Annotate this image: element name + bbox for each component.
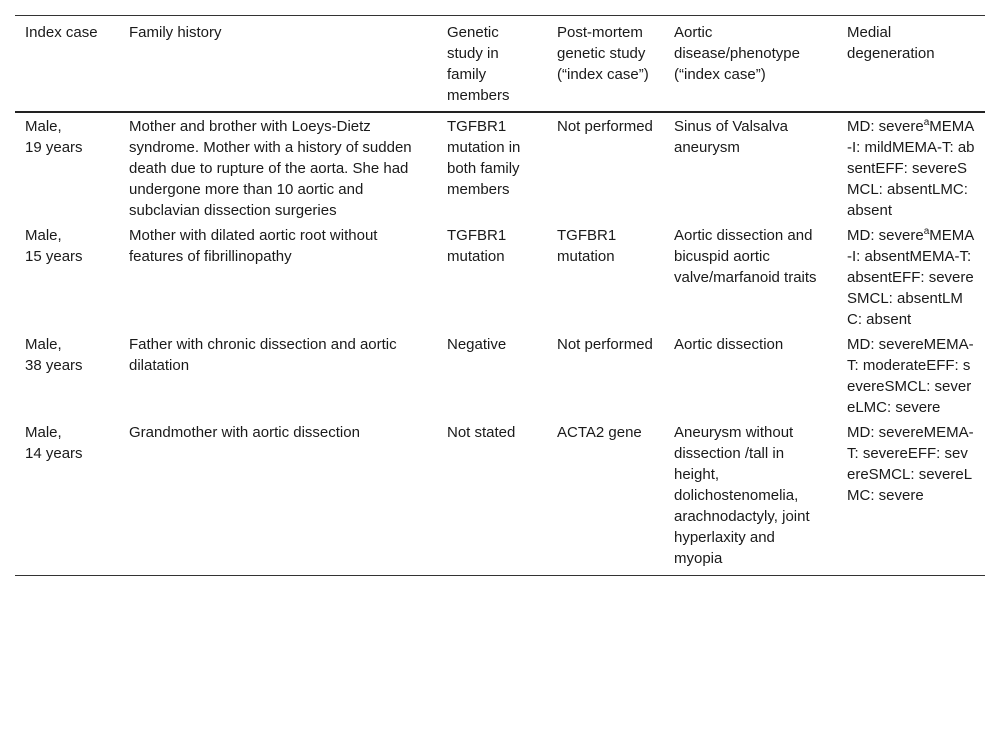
md-text: MD: severeMEMA-T: moderateEFF: severeSMCL: severeLMC: severe [847,336,974,416]
medial-degeneration-cell [837,419,985,576]
md-text-cont: MEMA-I: mildMEMA-T: absentEFF: severeSMCL: absentLMC: absent [847,118,975,219]
family-history-cell: Mother and brother with Loeys-Dietz syndrome. Mother with a history of sudden death due to rupture of the aorta. She had undergone more than 10 aortic and subclavian dissection surgeries [129,118,412,219]
aortic-phenotype-cell: Aortic dissection [674,336,784,353]
table-row [15,222,985,331]
genetic-study-family-cell: TGFBR1 mutation in both family members [447,118,521,198]
md-text: MD: severe [847,227,924,244]
family-history-cell: Mother with dilated aortic root without features of fibrillinopathy [129,227,378,265]
table-header [15,16,985,113]
index-case-cell [15,222,119,331]
header-row [15,16,985,113]
footnote-marker: a [923,117,930,128]
aortic-phenotype-cell: Aortic dissection and bicuspid aortic valve/marfanoid traits [674,227,817,286]
header-aortic-phenotype: Aortic disease/phenotype (“index case”) [664,16,837,113]
table-row [15,112,985,222]
postmortem-study-cell: Not performed [557,336,653,353]
table-row [15,419,985,576]
index-case-age: 15 years [25,248,83,265]
genetic-study-family-cell: TGFBR1 mutation [447,227,507,265]
postmortem-study-cell: ACTA2 gene [547,419,664,576]
aortic-phenotype-cell: Sinus of Valsalva aneurysm [674,118,788,156]
aortic-phenotype-cell: Aneurysm without dissection /tall in height, dolichostenomelia, arachnodactyly, joint hyperlaxity and myopia [664,419,837,576]
table-body [15,112,985,576]
index-case-sex: Male, [25,227,62,244]
md-text-cont: MEMA-I: absentMEMA-T: absentEFF: severeSMCL: absentLMC: absent [847,227,975,328]
index-case-cell [15,419,119,576]
table-container [15,15,985,576]
genetic-study-family-cell: Negative [447,336,507,353]
index-case-age: 14 years [25,445,83,462]
md-text: MD: severe [847,118,924,135]
table-row [15,331,985,419]
medial-degeneration-cell [837,112,985,222]
md-text: MD: severeMEMA-T: severeEFF: severeSMCL: severeLMC: severe [847,424,974,504]
header-genetic-study-family: Genetic study in family members [437,16,547,113]
family-history-cell: Grandmother with aortic dissection [119,419,437,576]
index-case-cell [15,331,119,419]
index-case-sex: Male, [25,336,62,353]
header-family-history: Family history [119,16,437,113]
family-history-cell: Father with chronic dissection and aortic dilatation [129,336,397,374]
postmortem-study-cell: Not performed [557,118,653,135]
index-case-sex: Male, [25,118,62,135]
genetic-findings-table [15,15,985,576]
postmortem-study-cell: TGFBR1 mutation [557,227,617,265]
index-case-age: 38 years [25,357,83,374]
footnote-marker: a [923,226,930,237]
medial-degeneration-cell [837,331,985,419]
index-case-sex: Male, [25,424,62,441]
genetic-study-family-cell: Not stated [437,419,547,576]
medial-degeneration-cell [837,222,985,331]
header-medial-degeneration: Medial degeneration [837,16,985,113]
header-index-case: Index case [15,16,119,113]
index-case-age: 19 years [25,139,83,156]
index-case-cell [15,112,119,222]
header-postmortem-study: Post-mortem genetic study (“index case”) [547,16,664,113]
